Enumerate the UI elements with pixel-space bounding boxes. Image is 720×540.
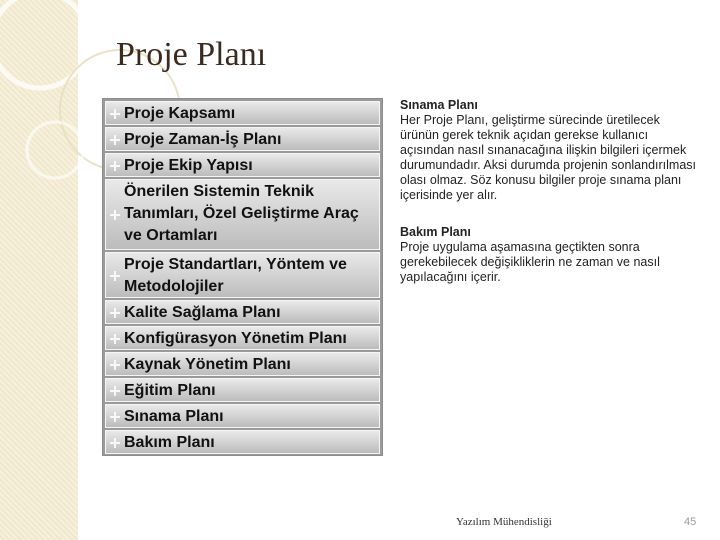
list-item <box>105 378 380 402</box>
note-text: Proje uygulama aşamasına geçtikten sonra gerekebilecek değişikliklerin ne zaman ve nasıl yapılacağını içerir. <box>400 240 660 284</box>
bullet-icon <box>110 386 120 396</box>
list-item <box>105 179 380 250</box>
bullet-icon <box>110 271 120 281</box>
bullet-icon <box>110 334 120 344</box>
list-item-label: Kaynak Yönetim Planı <box>124 356 291 373</box>
bullet-icon <box>110 135 120 145</box>
list-item-label: Bakım Planı <box>124 434 215 451</box>
list-item <box>105 404 380 428</box>
list-item-label: Proje Ekip Yapısı <box>124 157 253 174</box>
page-number: 45 <box>684 516 697 528</box>
list-item <box>105 101 380 125</box>
bullet-icon <box>110 360 120 370</box>
bullet-icon <box>110 308 120 318</box>
list-item-label: Sınama Planı <box>124 408 224 425</box>
list-item-label: Proje Zaman-İş Planı <box>124 131 282 148</box>
bullet-icon <box>110 161 120 171</box>
list-item-label: Proje Standartları, Yöntem ve Metodolojiler <box>124 256 347 295</box>
list-item-label: Kalite Sağlama Planı <box>124 304 281 321</box>
note-text: Her Proje Planı, geliştirme sürecinde üretilecek ürünün gerek teknik açıdan gerekse kullanıcı açısından nasıl sınanacağına ilişkin bilgileri içermek durumundadır. Aksi durumda projenin sonlandırılması olası olmaz. Söz konusu bilgiler proje sınama planı içerisinde yer alır. <box>400 113 696 202</box>
note-sinama-plani <box>400 98 700 203</box>
plan-notes <box>400 98 700 307</box>
bullet-icon <box>110 412 120 422</box>
list-item-label: Önerilen Sistemin Teknik Tanımları, Özel Geliştirme Araç ve Ortamları <box>124 183 359 244</box>
note-heading: Sınama Planı <box>400 98 478 112</box>
list-item <box>105 352 380 376</box>
list-item <box>105 153 380 177</box>
bullet-icon <box>110 109 120 119</box>
list-item <box>105 430 380 454</box>
plan-items-list <box>102 98 383 456</box>
bullet-icon <box>110 438 120 448</box>
list-item <box>105 252 380 298</box>
list-item <box>105 300 380 324</box>
list-item-label: Eğitim Planı <box>124 382 216 399</box>
slide-title: Proje Planı <box>116 36 267 73</box>
bullet-icon <box>110 210 120 220</box>
list-item-label: Proje Kapsamı <box>124 105 236 122</box>
note-bakim-plani <box>400 225 700 285</box>
list-item <box>105 326 380 350</box>
note-heading: Bakım Planı <box>400 225 471 239</box>
list-item-label: Konfigürasyon Yönetim Planı <box>124 330 347 347</box>
list-item <box>105 127 380 151</box>
footer-course-name: Yazılım Mühendisliği <box>456 516 552 528</box>
